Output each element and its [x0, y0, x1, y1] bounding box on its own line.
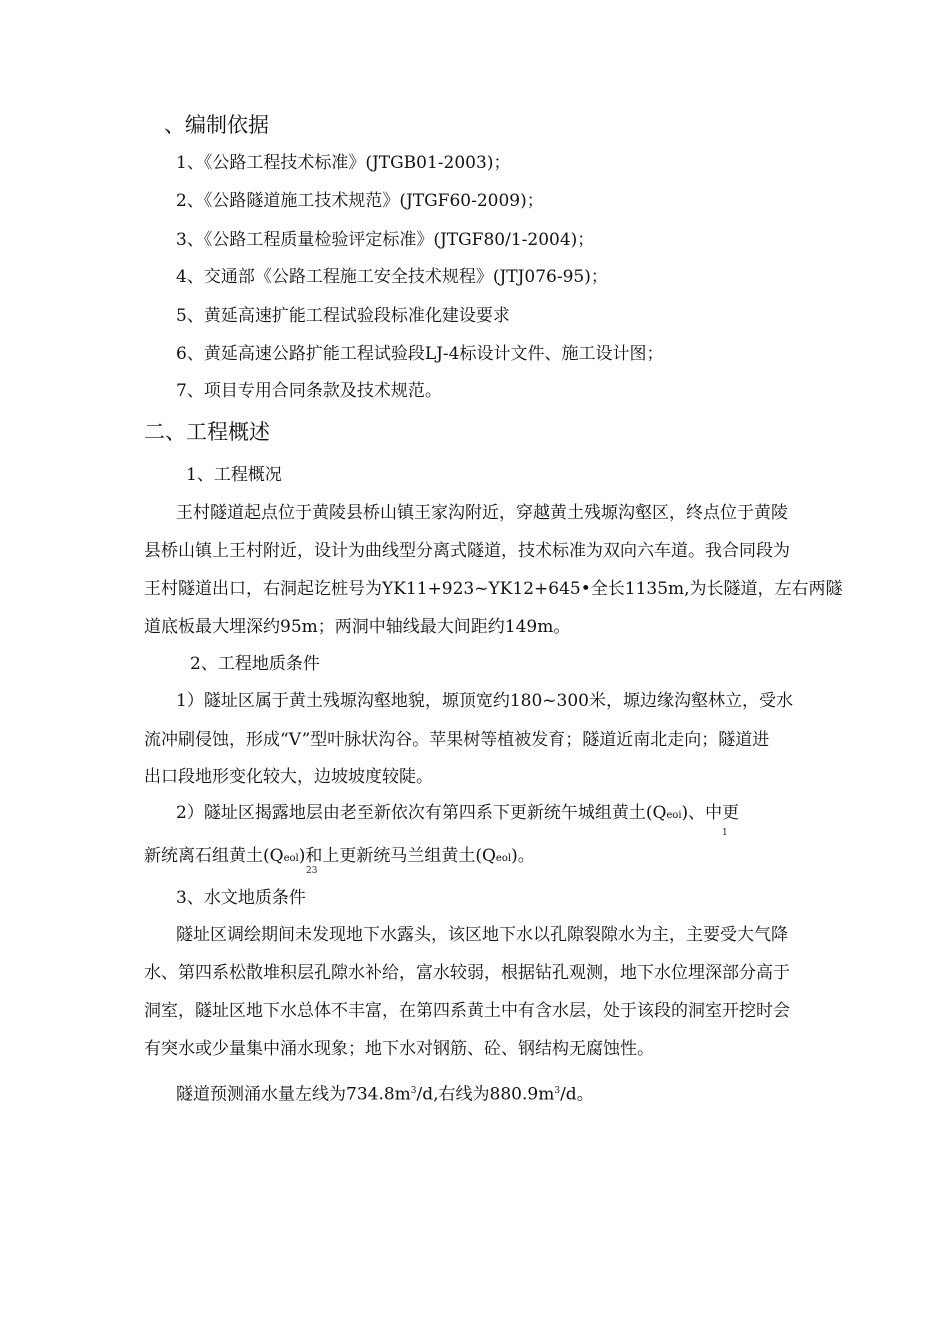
formula-sub-eol-1: eol — [283, 853, 299, 864]
unit-superscript-2: 3 — [554, 1086, 561, 1096]
subsection-title-hydrology: 3、水文地质条件 — [176, 888, 306, 908]
section-title-overview: 二、工程概述 — [144, 420, 270, 444]
hydrology-line-1: 隧址区调绘期间未发现地下水露头，该区地下水以孔隙裂隙水为主，主要受大气降 — [176, 925, 788, 945]
basis-item-4: 4、交通部《公路工程施工安全技术规程》(JTJ076-95)； — [176, 267, 608, 287]
geology-p2-text-e: )。 — [511, 846, 535, 866]
water-inflow-text-b: /d,右线为880.9m — [416, 1084, 555, 1105]
basis-item-7: 7、项目专用合同条款及技术规范。 — [176, 381, 442, 401]
overview-line-2: 县桥山镇上王村附近，设计为曲线型分离式隧道，技术标准为双向六车道。我合同段为 — [144, 541, 790, 561]
hydrology-line-2: 水、第四系松散堆积层孔隙水补给，富水较弱，根据钻孔观测，地下水位埋深部分高于 — [144, 963, 790, 983]
geology-p2-text-c: 新统离石组黄土(Q — [144, 846, 284, 866]
overview-line-4: 道底板最大埋深约95m；两洞中轴线最大间距约149m。 — [144, 617, 571, 637]
formula-index-23: 23 — [306, 866, 318, 876]
formula-sub-eol-2: eol — [495, 853, 512, 864]
geology-p1-line-1: 1）隧址区属于黄土残塬沟壑地貌，塬顶宽约180~300米，塬边缘沟壑林立，受水 — [176, 691, 793, 711]
overview-line-1: 王村隧道起点位于黄陵县桥山镇王家沟附近，穿越黄土残塬沟壑区，终点位于黄陵 — [176, 503, 788, 523]
overview-line-3: 王村隧道出口，右洞起讫桩号为YK11+923~YK12+645•全长1135m,为长隧道，左右两隧 — [144, 579, 843, 599]
geology-p2-line-2 — [144, 845, 535, 870]
water-inflow-text-a: 隧道预测涌水量左线为734.8m — [176, 1084, 411, 1105]
hydrology-line-3: 洞室，隧址区地下水总体不丰富，在第四系黄土中有含水层，处于该段的洞室开挖时会 — [144, 1001, 790, 1021]
formula-sub-eoi: eoi — [666, 810, 682, 821]
basis-item-2: 2、《公路隧道施工技术规范》(JTGF60-2009)； — [176, 191, 544, 211]
subsection-title-overview: 1、工程概况 — [186, 465, 282, 485]
basis-item-1: 1、《公路工程技术标准》(JTGB01-2003)； — [176, 153, 511, 173]
geology-p2-line-1 — [176, 802, 739, 827]
section-title-basis: 、编制依据 — [164, 113, 269, 137]
geology-p1-line-3: 出口段地形变化较大，边坡坡度较陡。 — [144, 767, 433, 787]
basis-item-6: 6、黄延高速公路扩能工程试验段LJ-4标设计文件、施工设计图； — [176, 344, 664, 364]
water-inflow-line — [176, 1080, 594, 1106]
basis-item-3: 3、《公路工程质量检验评定标准》(JTGF80/1-2004)； — [176, 230, 595, 250]
formula-index-1: 1 — [722, 828, 728, 838]
geology-p2-text-d: )和上更新统马兰组黄土(Q — [298, 846, 496, 866]
water-inflow-text-c: /d。 — [560, 1084, 594, 1105]
basis-item-5: 5、黄延高速扩能工程试验段标准化建设要求 — [176, 306, 510, 326]
subsection-title-geology: 2、工程地质条件 — [190, 654, 320, 674]
unit-superscript-1: 3 — [410, 1086, 417, 1096]
hydrology-line-4: 有突水或少量集中涌水现象；地下水对钢筋、砼、钢结构无腐蚀性。 — [144, 1039, 654, 1059]
geology-p2-text-a: 2）隧址区揭露地层由老至新依次有第四系下更新统午城组黄土(Q — [176, 803, 667, 823]
geology-p2-text-b: )、中更 — [681, 803, 740, 823]
geology-p1-line-2: 流冲刷侵蚀，形成“V”型叶脉状沟谷。苹果树等植被发育；隧道近南北走向；隧道进 — [144, 730, 770, 750]
